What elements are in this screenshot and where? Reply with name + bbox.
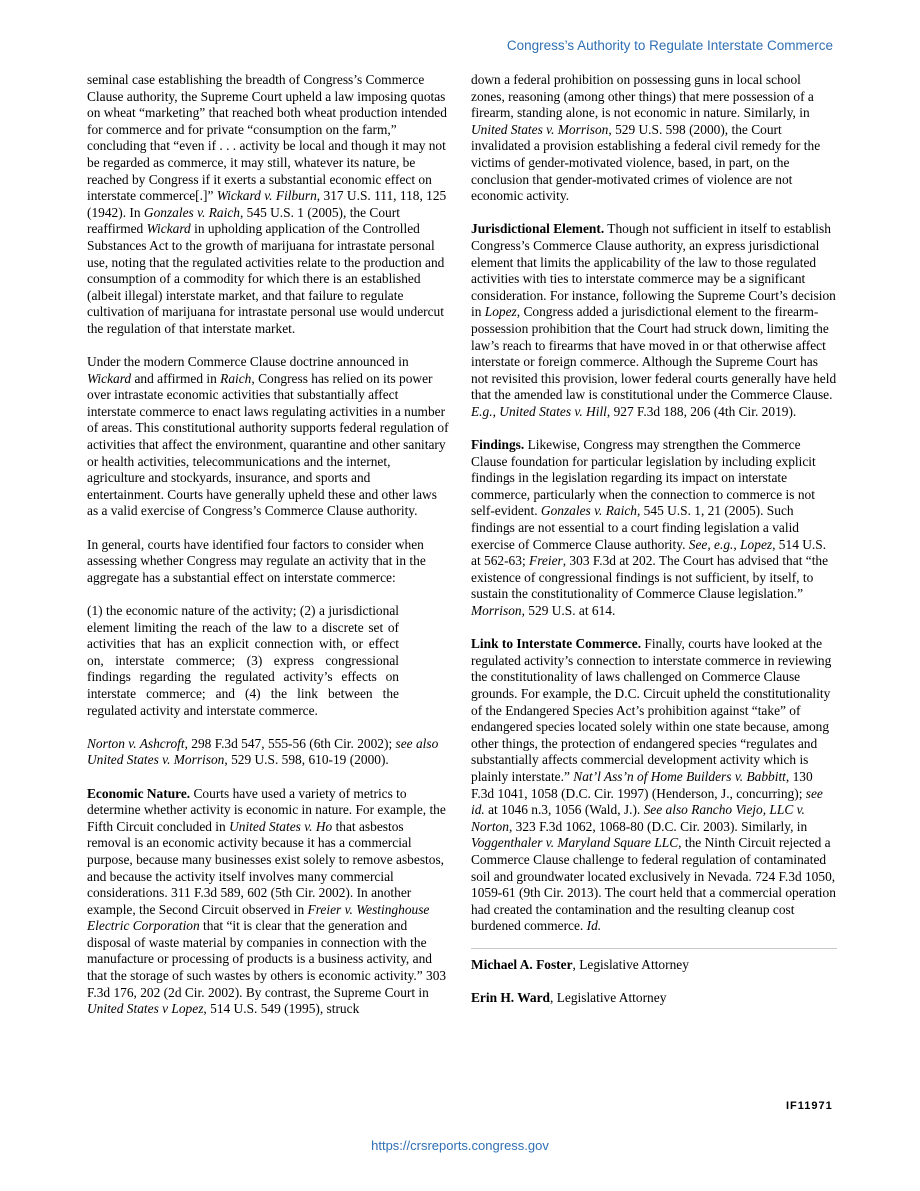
right-column <box>471 72 837 1023</box>
paragraph-four-factors-intro: In general, courts have identified four factors to consider when assessing whether Congress may regulate an activity that in the aggregate has a substantial effect on interstate commerce: <box>87 536 426 585</box>
footer-link[interactable]: https://crsreports.congress.gov <box>371 1138 549 1153</box>
running-header-title: Congress’s Authority to Regulate Interstate Commerce <box>506 38 833 53</box>
left-column <box>87 72 449 1018</box>
paragraph-economic-nature: Economic Nature. Courts have used a variety of metrics to determine whether activity is economic in nature. For example, the Fifth Circuit concluded in United States v. Ho that asbestos removal is an economic activity because it has a commercial purpose, because many businesses exist solely to remove asbestos, and because the activity itself involves many commercial considerations. 311 F.3d 589, 602 (5th Cir. 2002). In another example, the Second Circuit observed in Freier v. Westinghouse Electric Corporation that “it is clear that the generation and disposal of waste material by companies in connection with the manufacture or processing of products is a business activity, and that the storage of such wastes by others is economic activity.” 303 F.3d 176, 202 (2d Cir. 2002). By contrast, the Supreme Court in United States v Lopez, 514 U.S. 549 (1995), struck <box>87 785 447 1017</box>
block-quote-four-factors: (1) the economic nature of the activity; (2) a jurisdictional element limiting the reach of the law to a discrete set of activities that has an explicit connection with, or effect on, interstate commerce; (3) express congressional findings regarding the regulated activity’s effects on interstate commerce; and (4) the link between the regulated activity and interstate commerce. <box>87 603 399 718</box>
section-heading-jurisdictional-element: Jurisdictional Element. <box>471 221 605 237</box>
paragraph-findings: Findings. Likewise, Congress may strengthen the Commerce Clause foundation for particular legislation by including explicit findings in the legislation regarding its impact on interstate commerce, particularly when the connection to commerce is not self-evident. Gonzales v. Raich, 545 U.S. 1, 21 (2005). Such findings are not essential to a court finding legislation a valid exercise of Commerce Clause authority. See, e.g., Lopez, 514 U.S. at 562-63; Freier, 303 F.3d at 202. The Court has advised that “the existence of congressional findings is not sufficient, by itself, to sustain the constitutionality of Commerce Clause legislation.” Morrison, 529 U.S. at 614. <box>471 437 829 618</box>
paragraph-citation-norton: Norton v. Ashcroft, 298 F.3d 547, 555-56 (6th Cir. 2002); see also United States v. Morrison, 529 U.S. 598, 610-19 (2000). <box>87 735 439 768</box>
paragraph-lopez-morrison: down a federal prohibition on possessing guns in local school zones, reasoning (among other things) that mere possession of a firearm, standing alone, is not economic in nature. Similarly, in United States v. Morrison, 529 U.S. 598 (2000), the Court invalidated a provision establishing a federal civil remedy for the victims of gender-motivated violence, based, in part, on the conclusion that gender-motivated crimes of violence are not economic activity. <box>471 72 821 204</box>
section-heading-economic-nature: Economic Nature. <box>87 785 191 801</box>
section-heading-findings: Findings. <box>471 437 525 453</box>
author-line: Michael A. Foster, Legislative Attorney <box>471 956 689 972</box>
paragraph-wickard-raich: seminal case establishing the breadth of Congress’s Commerce Clause authority, the Supreme Court upheld a law imposing quotas on wheat “marketing” that reached both wheat production intended for commerce and for private “consumption on the farm,” concluding that “even if . . . activity be local and though it may not be regarded as commerce, it may still, whatever its nature, be reached by Congress if it exerts a substantial economic effect on interstate commerce[.]” Wickard v. Filburn, 317 U.S. 111, 118, 125 (1942). In Gonzales v. Raich, 545 U.S. 1 (2005), the Court reaffirmed Wickard in upholding application of the Controlled Substances Act to the growth of marijuana for intrastate personal use, noting that the regulated activities relate to the production and consumption of a commodity for which there is an established (albeit illegal) interstate market, and that failure to regulate cultivation of marijuana for intrastate personal use would undercut the regulation of that interstate market. <box>87 72 447 336</box>
paragraph-link-to-interstate-commerce: Link to Interstate Commerce. Finally, courts have looked at the regulated activity’s connection to interstate commerce in reviewing the constitutionality of laws challenged on Commerce Clause grounds. For example, the D.C. Circuit upheld the constitutionality of the Endangered Species Act’s prohibition against “take” of endangered species located solely within one state because, among other things, the protection of endangered species “regulates and substantially affects commercial development activity which is plainly interstate.” Nat’l Ass’n of Home Builders v. Babbitt, 130 F.3d 1041, 1058 (D.C. Cir. 1997) (Henderson, J., concurring); see id. at 1046 n.3, 1056 (Wald, J.). See also Rancho Viejo, LLC v. Norton, 323 F.3d 1062, 1068-80 (D.C. Cir. 2003). Similarly, in Voggenthaler v. Maryland Square LLC, the Ninth Circuit rejected a Commerce Clause challenge to federal regulation of contaminated soil and groundwater located exclusively in Nevada. 724 F.3d 1050, 1059-61 (9th Cir. 2013). The court held that a commercial operation had created the contamination and the resulting cleanup cost burdened commerce. Id. <box>471 636 836 934</box>
paragraph-jurisdictional-element: Jurisdictional Element. Though not sufficient in itself to establish Congress’s Commerce Clause authority, an express jurisdictional element that limits the applicability of the law to those regulated activities with ties to interstate commerce may be a significant consideration. For instance, following the Supreme Court’s decision in Lopez, Congress added a jurisdictional element to the firearm-possession prohibition that the Court had struck down, limiting the law’s reach to firearms that have moved in or that otherwise affect interstate or foreign commerce. Although the Supreme Court has not revisited this provision, lower federal courts generally have held that the amended law is constitutional under the Commerce Clause. E.g., United States v. Hill, 927 F.3d 188, 206 (4th Cir. 2019). <box>471 221 837 419</box>
report-id: IF11971 <box>786 1100 833 1112</box>
author-divider <box>471 948 837 949</box>
author-line: Erin H. Ward, Legislative Attorney <box>471 990 667 1006</box>
paragraph-modern-doctrine: Under the modern Commerce Clause doctrine announced in Wickard and affirmed in Raich, Congress has relied on its power over intrastate economic activities that substantially affect interstate commerce to enact laws regulating activities in a number of areas. This constitutional authority supports federal regulation of activities that affect the environment, quarantine and other sanitary or health activities, telecommunications and the internet, agriculture and stockyards, insurance, and sports and entertainment. Courts have generally upheld these and other laws as a valid exercise of Congress’s Commerce Clause authority. <box>87 354 449 519</box>
section-heading-link-to-interstate-commerce: Link to Interstate Commerce. <box>471 636 642 652</box>
